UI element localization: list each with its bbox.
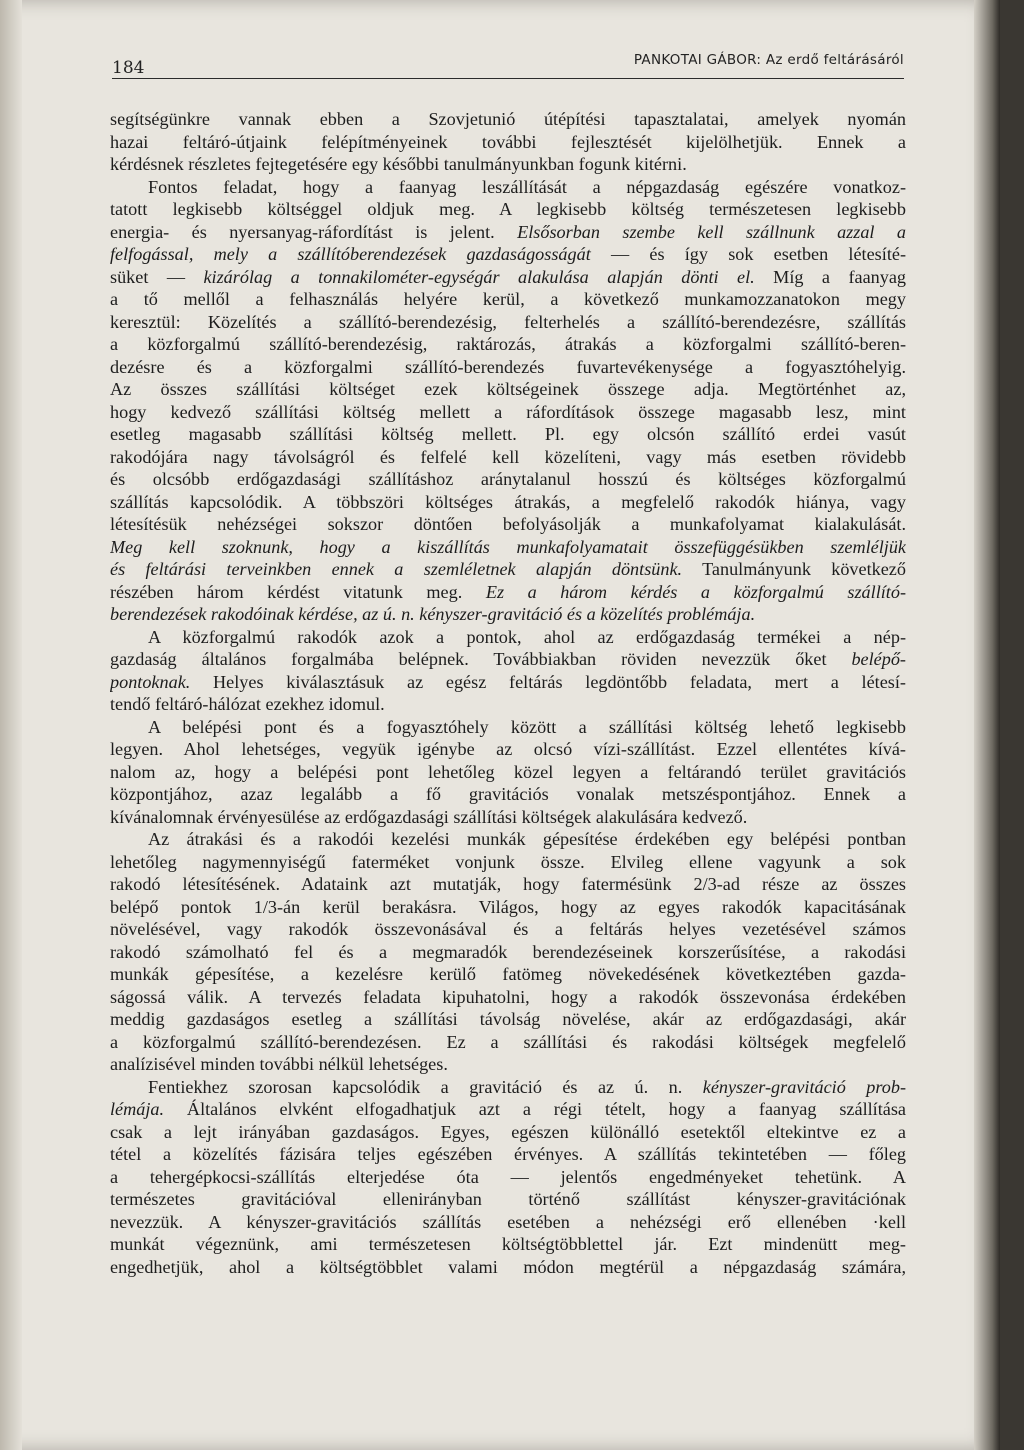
text-line <box>110 176 906 199</box>
text-line <box>110 581 906 604</box>
text-span: Fontos feladat, hogy a faanyag leszállítását a népgazdaság egészére vonatkoz- <box>148 176 906 197</box>
text-line <box>110 1256 906 1279</box>
page-number: 184 <box>112 58 145 78</box>
text-line <box>110 1143 906 1166</box>
text-span: esetleg magasabb szállítási költség mellett. Pl. egy olcsón szállító erdei vasút <box>110 424 906 444</box>
text-line <box>110 198 906 221</box>
text-span: meddig gazdaságos esetleg a szállítási távolság növelése, akár az erdőgazdasági, akár <box>110 1009 906 1029</box>
text-span: süket — <box>110 266 204 287</box>
text-line <box>110 446 906 469</box>
text-span: létesítésük nehézségei sokszor döntően befolyásolják a munkafolyamat kialakulását. <box>110 514 906 534</box>
text-span: gazdaság általános forgalmába belépnek. Továbbiakban röviden nevezzük őket <box>110 649 852 669</box>
text-span: munkát végeznünk, ami természetesen költségtöbblettel jár. Ezt mindenütt meg- <box>110 1234 906 1254</box>
text-span: nalom az, hogy a belépési pont lehetőleg közel legyen a feltárandó terület gravitációs <box>110 761 906 782</box>
italic-span: és feltárási terveinkben ennek a szemléletnek alapján döntsünk. <box>110 559 683 579</box>
text-span: kívánalomnak érvényesülése az erdőgazdasági szállítási költségek alakulására kedvező. <box>110 806 748 827</box>
text-line <box>110 153 906 176</box>
italic-span: Elsősorban szembe kell szállnunk azzal a <box>517 221 906 242</box>
text-span: tatott legkisebb költséggel oldjuk meg. A legkisebb költség természetesen legkisebb <box>110 199 906 219</box>
text-line <box>110 896 906 919</box>
text-line <box>110 1233 906 1256</box>
text-line <box>110 603 906 626</box>
text-span: A közforgalmú rakodók azok a pontok, ahol az erdőgazdaság termékei a nép- <box>148 626 906 647</box>
text-line <box>110 1031 906 1054</box>
text-line <box>110 738 906 761</box>
text-line <box>110 333 906 356</box>
text-line <box>110 828 906 851</box>
text-span: munkák gépesítése, a kezelésre kerülő fatömeg növekedésének következtében gazda- <box>110 964 906 984</box>
text-span: a közforgalmú szállító-berendezésig, raktározás, átrakás a közforgalmi szállító-beren- <box>110 334 906 354</box>
text-line <box>110 986 906 1009</box>
italic-span: lémája. <box>110 1099 165 1119</box>
text-span: természetes gravitációval ellenirányban történő szállítást kényszer-gravitációnak <box>110 1189 906 1209</box>
text-span: keresztül: Közelítés a szállító-berendezésig, felterhelés a szállító-berendezésre, szállítás <box>110 311 906 332</box>
text-span: legyen. Ahol lehetséges, vegyük igénybe az olcsó vízi-szállítást. Ezzel ellentétes kívá- <box>110 739 906 759</box>
text-span: ságossá válik. A tervezés feladata kipuhatolni, hogy a rakodók összevonása érdekében <box>110 986 906 1007</box>
text-span: Míg a faanyag <box>754 266 906 287</box>
text-span: tendő feltáró-hálózat ezekhez idomul. <box>110 694 385 714</box>
italic-span: berendezések rakodóinak kérdése, az ú. n. kényszer-gravitáció és a közelítés problémája. <box>110 604 756 624</box>
text-span: Tanulmányunk következő <box>682 559 906 579</box>
text-line <box>110 648 906 671</box>
text-line <box>110 918 906 941</box>
text-line <box>110 356 906 379</box>
text-span: Általános elvként elfogadhatjuk azt a régi tételt, hogy a faanyag szállítása <box>164 1099 906 1119</box>
text-line <box>110 1098 906 1121</box>
text-span: Helyes kiválasztásuk az egész feltárás legdöntőbb feladata, mert a létesí- <box>190 671 906 692</box>
italic-span: felfogással, mely a szállítóberendezések gazdaságosságát <box>110 244 591 264</box>
text-span: hazai feltáró-útjaink felépítményeinek további fejlesztését kijelölhetjük. Ennek a <box>110 131 906 152</box>
text-span: Az átrakási és a rakodói kezelési munkák gépesítése érdekében egy belépési pontban <box>148 829 906 849</box>
text-line <box>110 288 906 311</box>
text-line <box>110 243 906 266</box>
text-line <box>110 1166 906 1189</box>
text-line <box>110 311 906 334</box>
text-span: csak a lejt irányában gazdaságos. Egyes, egészen különálló esetektől eltekintve ez a <box>110 1121 906 1142</box>
text-line <box>110 1121 906 1144</box>
text-line <box>110 761 906 784</box>
text-span: részében három kérdést vitatunk meg. <box>110 581 486 602</box>
text-line <box>110 671 906 694</box>
italic-span: Meg kell szoknunk, hogy a kiszállítás munkafolyamatait összefüggésükben szemléljük <box>110 536 906 557</box>
text-line <box>110 1008 906 1031</box>
text-span: tétel a közelítés fázisára teljes egészében érvényes. A szállítás tekintetében — főleg <box>110 1144 906 1164</box>
text-line <box>110 513 906 536</box>
text-line <box>110 1076 906 1099</box>
text-span: rakodó létesítésének. Adataink azt mutatják, hogy fatermésünk 2/3-ad része az összes <box>110 874 906 894</box>
page-edge-shadow <box>974 0 1000 1450</box>
text-line <box>110 378 906 401</box>
text-span: energia- és nyersanyag-ráfordítást is jelent. <box>110 221 518 242</box>
running-head: PANKOTAI GÁBOR: Az erdő feltárásáról <box>633 52 904 68</box>
text-span: engedhetjük, ahol a költségtöbblet valami módon megtérül a népgazdaság számára, <box>110 1256 906 1277</box>
text-span: rakodójára nagy távolságról és felfelé kell közelíteni, vagy más esetben rövidebb <box>110 446 906 467</box>
italic-span: pontoknak. <box>110 671 191 692</box>
text-span: növelésével, vagy rakodók összevonásával és a feltárás helyes vezetésével számos <box>110 919 906 939</box>
text-span: lehetőleg nagymennyiségű faterméket vonjunk össze. Elvileg ellene vagyunk a sok <box>110 851 906 872</box>
text-span: és olcsóbb erdőgazdasági szállításhoz aránytalanul hosszú és költséges közforgalmú <box>110 469 906 489</box>
text-span: kérdésnek részletes fejtegetésére egy későbbi tanulmányunkban fogunk kitérni. <box>110 154 687 174</box>
text-line <box>110 558 906 581</box>
text-line <box>110 873 906 896</box>
text-line <box>110 491 906 514</box>
text-line <box>110 1053 906 1076</box>
text-line <box>110 963 906 986</box>
italic-span: belépő- <box>851 649 906 669</box>
text-line <box>110 806 906 829</box>
text-line <box>110 693 906 716</box>
text-line <box>110 941 906 964</box>
text-line <box>110 266 906 289</box>
text-span: segítségünkre vannak ebben a Szovjetunió útépítési tapasztalatai, amelyek nyomán <box>110 109 906 129</box>
text-span: — és így sok esetben létesíté- <box>590 244 906 264</box>
text-span: belépő pontok 1/3-án kerül berakásra. Világos, hogy az egyes rakodók kapacitásának <box>110 896 906 917</box>
text-line <box>110 536 906 559</box>
text-span: A belépési pont és a fogyasztóhely között a szállítási költség lehető legkisebb <box>148 716 906 737</box>
text-span: dezésre és a közforgalmi szállító-berendezés fuvartevékenysége a fogyasztóhelyig. <box>110 356 906 377</box>
text-span: rakodó számolható fel és a megmaradók berendezéseinek korszerűsítése, a rakodási <box>110 941 906 962</box>
text-span: analízisével minden további nélkül lehetséges. <box>110 1054 448 1074</box>
text-span: hogy kedvező szállítási költség mellett a ráfordítások összege magasabb lesz, mint <box>110 401 906 422</box>
page-gutter <box>0 0 22 1450</box>
text-span: központjához, azaz legalább a fő gravitációs vonalak metszéspontjához. Ennek a <box>110 784 906 804</box>
body-text <box>110 108 906 1278</box>
text-line <box>110 1188 906 1211</box>
text-line <box>110 401 906 424</box>
text-line <box>110 221 906 244</box>
text-line <box>110 131 906 154</box>
text-span: nevezzük. A kényszer-gravitációs szállítás esetében a nehézségi erő ellenében ·kell <box>110 1211 906 1232</box>
text-span: Az összes szállítási költséget ezek költségeinek összege adja. Megtörténhet az, <box>110 379 906 399</box>
text-line <box>110 716 906 739</box>
text-span: a tehergépkocsi-szállítás elterjedése óta — jelentős engedményeket tehetünk. A <box>110 1166 906 1187</box>
page-header <box>112 52 904 79</box>
text-span: szállítás kapcsolódik. A többszöri költséges átrakás, a megfelelő rakodók hiánya, vagy <box>110 491 906 512</box>
italic-span: Ez a három kérdés a közforgalmú szállító- <box>485 581 906 602</box>
text-span: Fentiekhez szorosan kapcsolódik a gravitáció és az ú. n. <box>148 1076 703 1097</box>
text-line <box>110 423 906 446</box>
italic-span: kizárólag a tonnakilométer-egységár alakulása alapján dönti el. <box>203 266 755 287</box>
text-line <box>110 108 906 131</box>
text-span: a közforgalmú szállító-berendezésen. Ez a szállítási és rakodási költségek megfelelő <box>110 1031 906 1052</box>
italic-span: kényszer-gravitáció prob- <box>702 1076 906 1097</box>
text-line <box>110 626 906 649</box>
text-line <box>110 851 906 874</box>
text-span: a tő mellől a felhasználás helyére kerül, a következő munkamozzanatokon megy <box>110 289 906 309</box>
text-line <box>110 1211 906 1234</box>
text-line <box>110 468 906 491</box>
text-line <box>110 783 906 806</box>
